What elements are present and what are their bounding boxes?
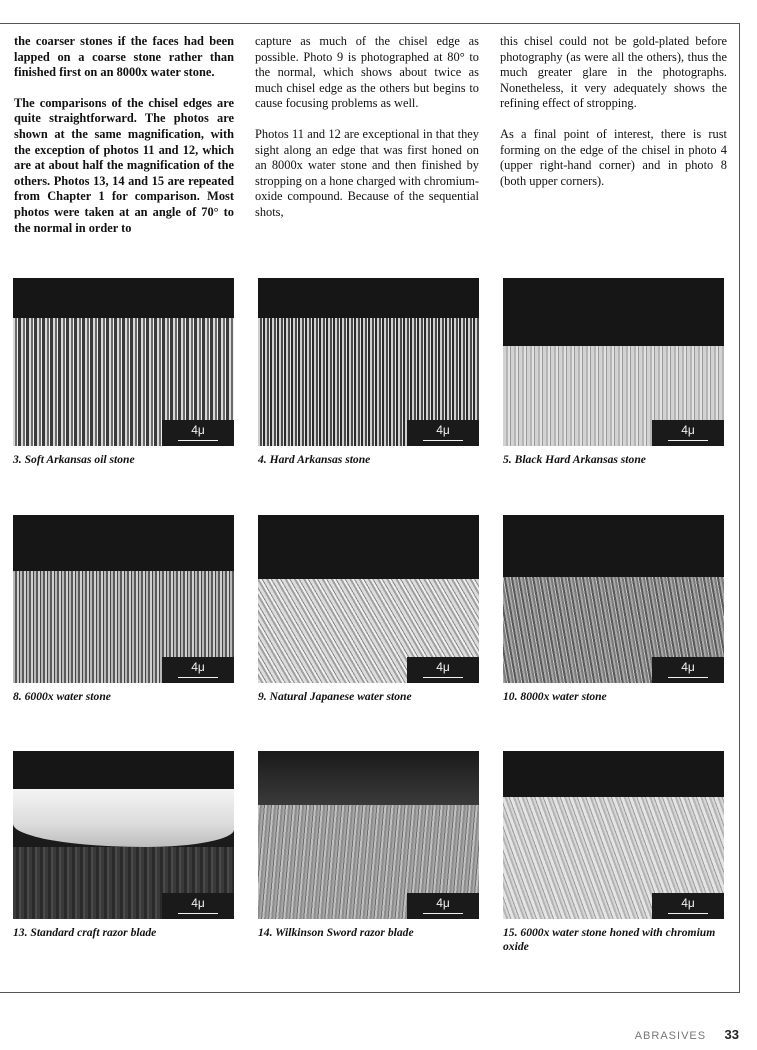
scale-label: 4μ [191,896,205,910]
photo-caption: 15. 6000x water stone honed with chromium oxide [503,926,716,953]
page-number: 33 [724,1027,739,1042]
paragraph: Photos 11 and 12 are exceptional in that they sight along an edge that was first honed on an 8000x water stone and then finished by stropping on a hone charged with chromium-oxide compound. Because of the sequential shots, [255,126,479,219]
micrograph-photo-8 [13,515,234,683]
text-column-2 [255,34,479,236]
scale-label: 4μ [436,660,450,674]
micrograph-photo-14 [258,751,479,919]
micrograph-photo-13 [13,751,234,919]
micrograph-photo-5 [503,278,724,446]
scale-bar [407,420,479,446]
scale-label: 4μ [191,423,205,437]
scale-bar [407,657,479,683]
page-footer [635,1026,739,1044]
paragraph: the coarser stones if the faces had been lapped on a coarse stone rather than finished first on an 8000x water stone. [14,34,234,80]
photo-caption: 10. 8000x water stone [503,690,607,703]
micrograph-photo-9 [258,515,479,683]
photo-caption: 9. Natural Japanese water stone [258,690,412,703]
micrograph-photo-10 [503,515,724,683]
photo-caption: 4. Hard Arkansas stone [258,453,371,466]
paragraph: capture as much of the chisel edge as possible. Photo 9 is photographed at 80° to the normal, which shows about twice as much chisel edge as the others but begins to cause focusing problems as well. [255,34,479,111]
scale-bar [407,893,479,919]
scale-bar [652,420,724,446]
photo-caption: 14. Wilkinson Sword razor blade [258,926,414,939]
paragraph: this chisel could not be gold-plated before photography (as were all the others), thus the much greater glare in the photographs. Nonetheless, it very adequately shows the refining effect of stropping. [500,34,727,111]
text-column-1 [14,34,234,251]
text-column-3 [500,34,727,204]
scale-bar [162,657,234,683]
scale-label: 4μ [191,660,205,674]
scale-bar [162,893,234,919]
micrograph-photo-15 [503,751,724,919]
scale-label: 4μ [681,660,695,674]
micrograph-photo-3 [13,278,234,446]
scale-label: 4μ [681,896,695,910]
scale-label: 4μ [436,423,450,437]
paragraph: The comparisons of the chisel edges are quite straightforward. The photos are shown at the same magnification, with the exception of photos 11 and 12, which are at about half the magnification of the others. Photos 13, 14 and 15 are repeated from Chapter 1 for comparison. Most photos were taken at an angle of 70° to the normal in order to [14,95,234,235]
scale-bar [652,893,724,919]
scale-bar [162,420,234,446]
scale-label: 4μ [681,423,695,437]
photo-caption: 5. Black Hard Arkansas stone [503,453,646,466]
photo-caption: 8. 6000x water stone [13,690,111,703]
scale-bar [652,657,724,683]
photo-caption: 3. Soft Arkansas oil stone [13,453,135,466]
photo-caption: 13. Standard craft razor blade [13,926,157,939]
micrograph-photo-4 [258,278,479,446]
scale-label: 4μ [436,896,450,910]
section-name: ABRASIVES [634,1030,707,1042]
paragraph: As a final point of interest, there is rust forming on the edge of the chisel in photo 4 (upper right-hand corner) and in photo 8 (both upper corners). [500,126,727,188]
